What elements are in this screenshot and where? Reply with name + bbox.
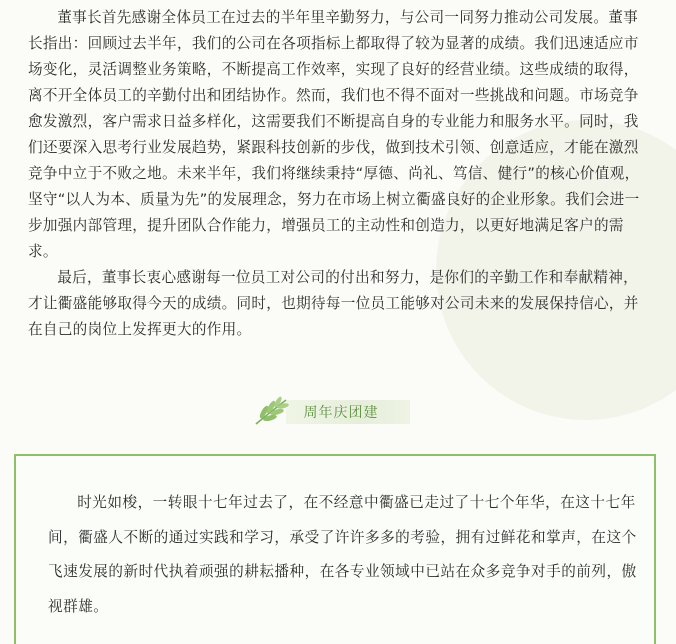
content-box <box>14 454 656 644</box>
content-box-paragraph: 时光如梭，一转眼十七年过去了，在不经意中衢盛已走过了十七个年华，在这十七年间，衢盛人不断的通过实践和学习，承受了许许多多的考验，拥有过鲜花和掌声，在这个飞速发展的新时代执着顽强的耕耘播种，在各专业领域中已站在众多竞争对手的前列，傲视群雄。 <box>48 494 637 615</box>
content-box-text <box>48 486 648 624</box>
leaf-icon <box>252 396 292 428</box>
section-title-wrap <box>258 396 419 428</box>
article-paragraph-1: 董事长首先感谢全体员工在过去的半年里辛勤努力，与公司一同努力推动公司发展。董事长指出：回顾过去半年，我们的公司在各项指标上都取得了较为显著的成绩。我们迅速适应市场变化，灵活调整业务策略，不断提高工作效率，实现了良好的经营业绩。这些成绩的取得，离不开全体员工的辛勤付出和团结协作。然而，我们也不得不面对一些挑战和问题。市场竞争愈发激烈，客户需求日益多样化，这需要我们不断提高自身的专业能力和服务水平。同时，我们还要深入思考行业发展趋势，紧跟科技创新的步伐，做到技术引领、创意适应，才能在激烈竞争中立于不败之地。未来半年，我们将继续秉持“厚德、尚礼、笃信、健行”的核心价值观，坚守“以人为本、质量为先”的发展理念，努力在市场上树立衢盛良好的企业形象。我们会进一步加强内部管理，提升团队合作能力，增强员工的主动性和创造力，以更好地满足客户的需求。 <box>28 9 640 260</box>
article-body <box>28 5 652 343</box>
section-title: 周年庆团建 <box>303 405 379 421</box>
section-header <box>0 396 676 428</box>
article-paragraph-2: 最后，董事长衷心感谢每一位员工对公司的付出和努力，是你们的辛勤工作和奉献精神，才让衢盛能够取得今天的成绩。同时，也期待每一位员工能够对公司未来的发展保持信心，并在自己的岗位上发挥更大的作用。 <box>28 269 639 338</box>
